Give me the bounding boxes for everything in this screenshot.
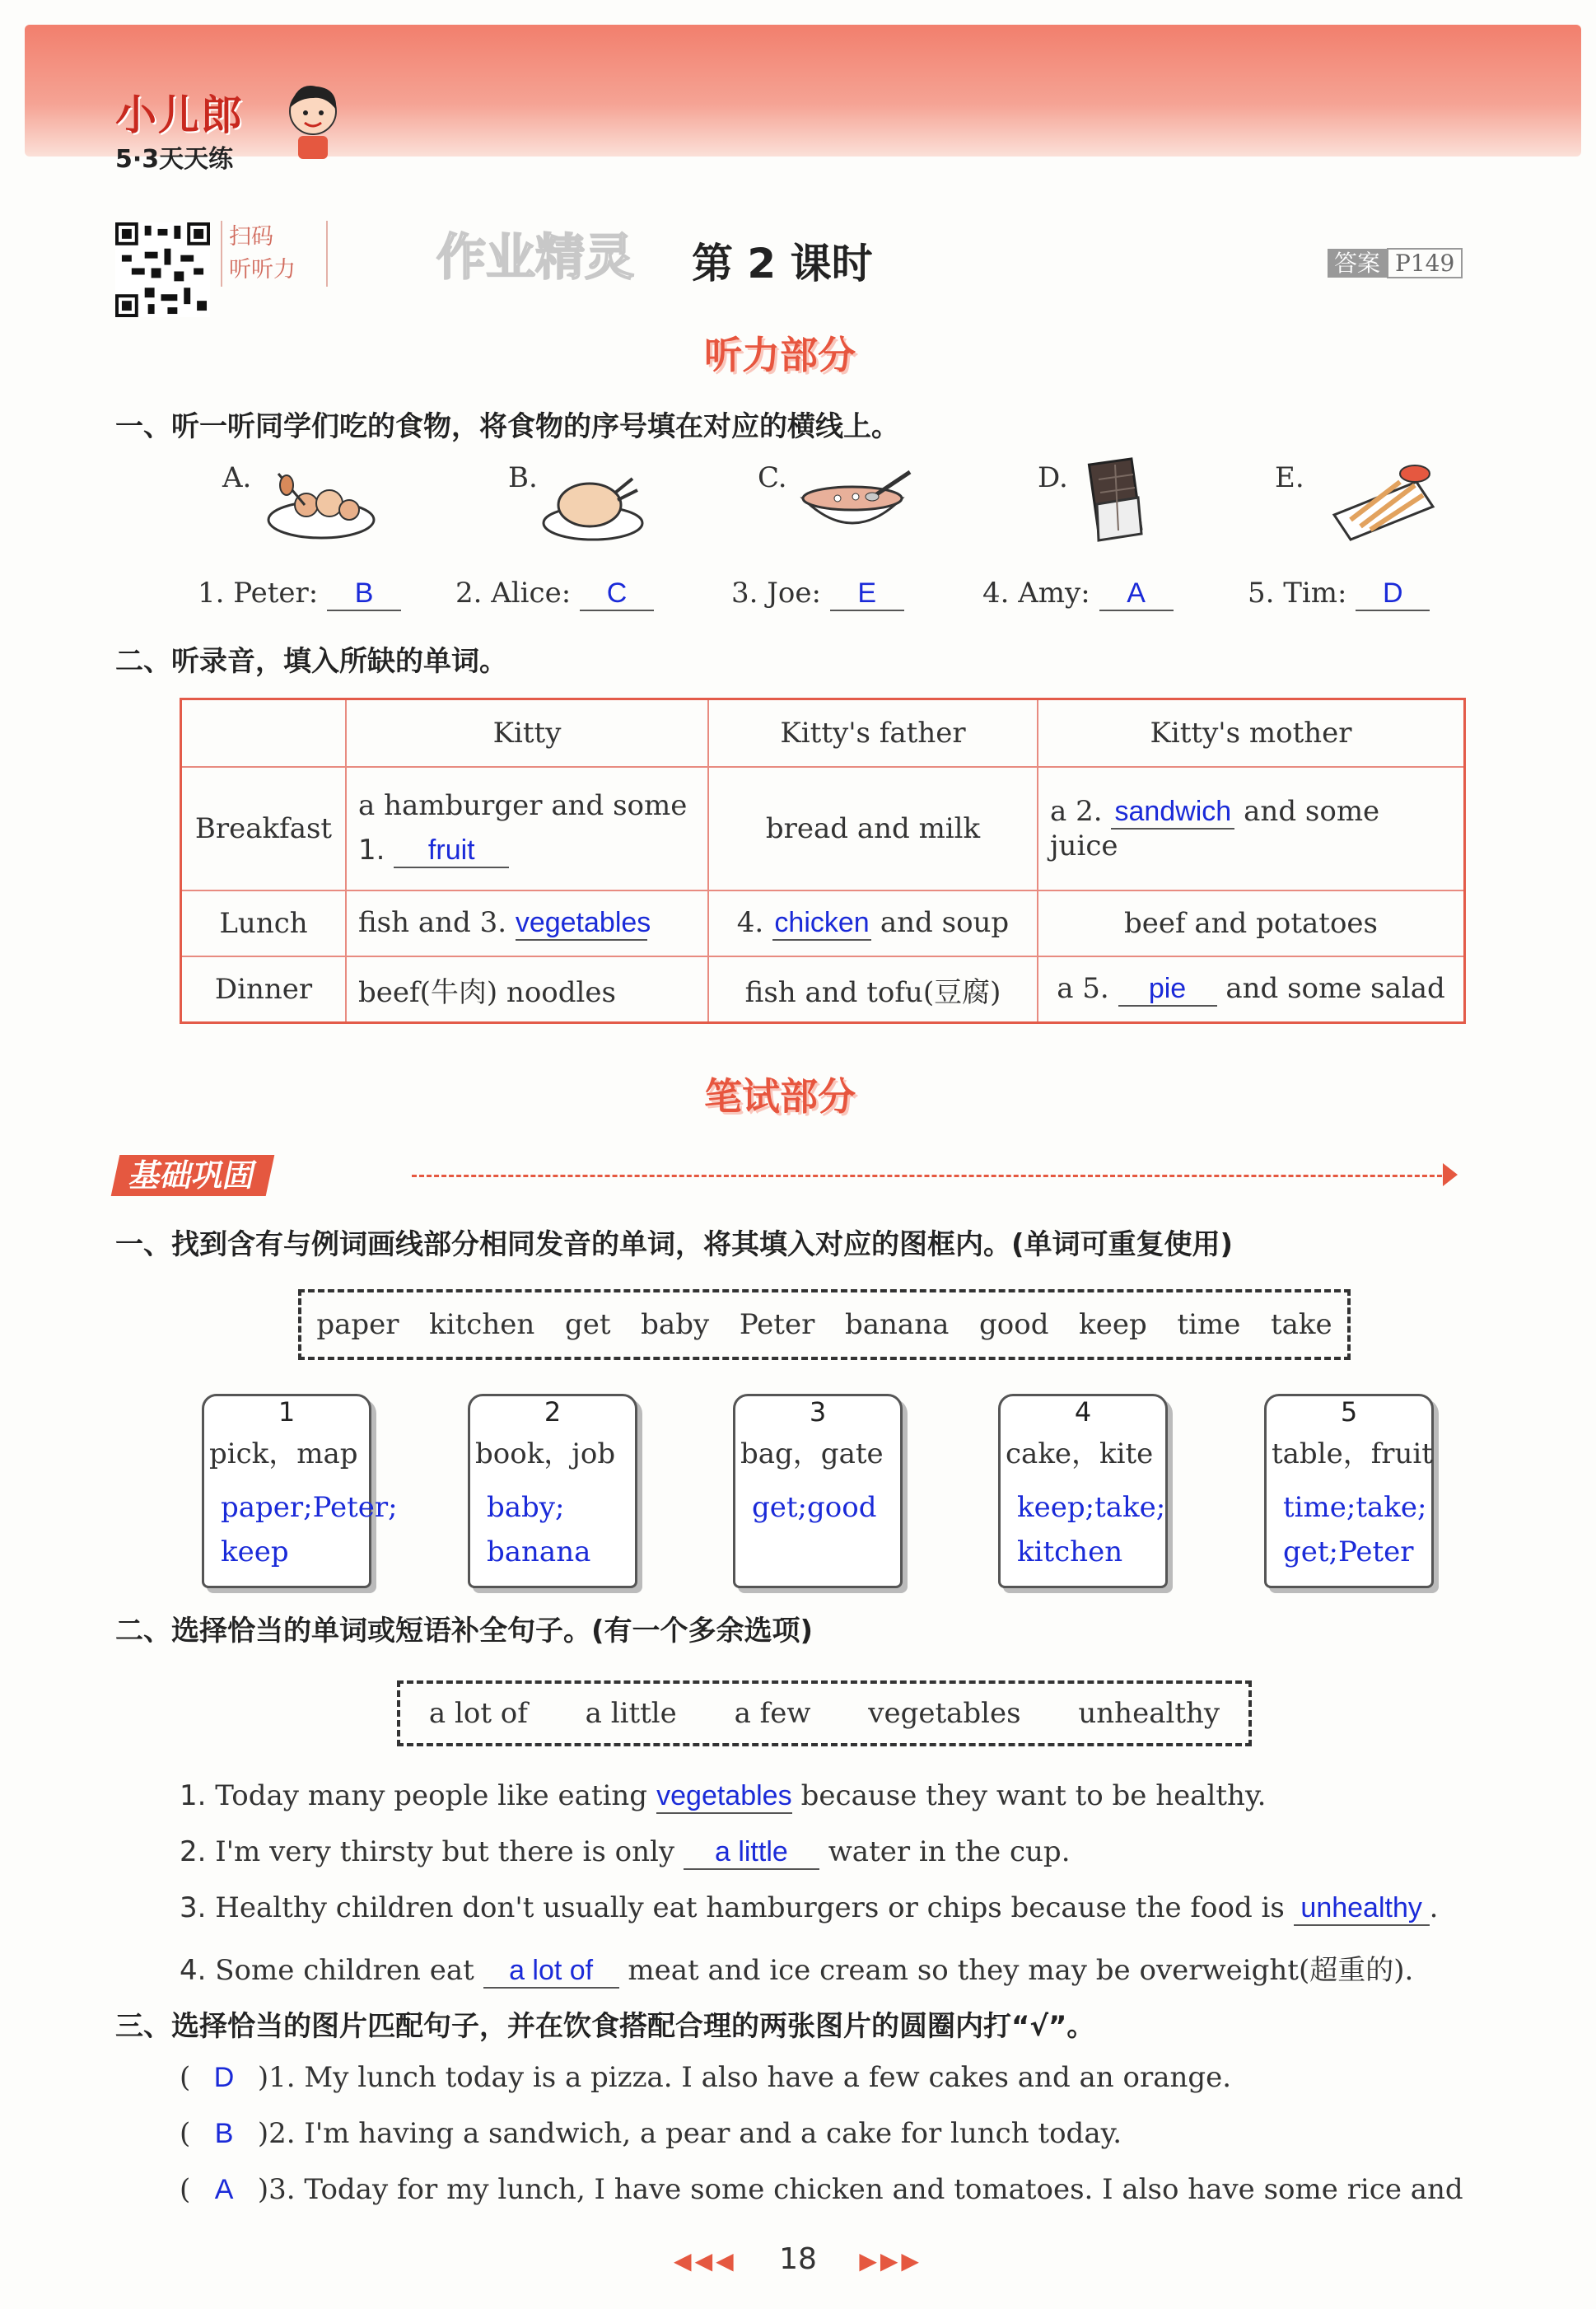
word-bank-item: good bbox=[979, 1308, 1049, 1341]
answer-page-ref bbox=[1328, 245, 1463, 278]
phonics-card-4[interactable] bbox=[998, 1394, 1168, 1588]
meals-table bbox=[180, 698, 1466, 1024]
q1-item-2-label: 2. Alice: bbox=[455, 577, 572, 610]
arrow-right-icon bbox=[1443, 1163, 1458, 1186]
blank-number: 1. bbox=[358, 834, 385, 867]
next-arrows-icon: ▶▶▶ bbox=[859, 2247, 922, 2274]
blank-suffix: and some salad bbox=[1225, 972, 1445, 1005]
lunch-kitty-blank[interactable] bbox=[515, 906, 651, 941]
lunch-kitty-cell bbox=[346, 890, 708, 956]
breakfast-mother-blank[interactable] bbox=[1111, 795, 1234, 830]
word-bank-item: Peter bbox=[739, 1308, 815, 1341]
q1-item-1-answer-blank[interactable] bbox=[327, 577, 401, 611]
breakfast-mother-cell bbox=[1038, 767, 1465, 890]
card-answer bbox=[1283, 1485, 1426, 1574]
sentence-text: meat and ice cream so they may be overweight(超重的). bbox=[628, 1954, 1414, 1987]
table-header-cell: Kitty bbox=[346, 699, 708, 768]
phrase-bank bbox=[397, 1680, 1252, 1746]
word-bank-item: take bbox=[1270, 1308, 1332, 1341]
blank-prefix: a 5. bbox=[1057, 972, 1109, 1005]
sentence-text: Today many people like eating bbox=[215, 1779, 648, 1812]
q3-item-2-answer: B bbox=[214, 2118, 234, 2149]
strip-divider bbox=[412, 1175, 1449, 1177]
sentence-text: Some children eat bbox=[215, 1954, 474, 1987]
written-q3-title: 三、选择恰当的图片匹配句子，并在饮食搭配合理的两张图片的圆圈内打“√”。 bbox=[115, 2010, 1095, 2043]
blank-prefix: fish and 3. bbox=[358, 906, 507, 939]
q2-sentence-1-blank[interactable] bbox=[656, 1779, 792, 1814]
card-example: bag，gate bbox=[740, 1437, 884, 1470]
card-answer-line: get;Peter bbox=[1283, 1535, 1414, 1568]
lunch-father-cell bbox=[708, 890, 1038, 956]
page-footer bbox=[0, 2242, 1596, 2276]
q2-sentence-2-answer: a little bbox=[714, 1836, 788, 1867]
q1-item-5-answer-blank[interactable] bbox=[1356, 577, 1430, 611]
word-bank-item: time bbox=[1177, 1308, 1241, 1341]
written-section-title: 笔试部分 bbox=[704, 1074, 856, 1119]
sentence-number: 4. bbox=[180, 1954, 207, 1987]
breakfast-mother-answer: sandwich bbox=[1114, 796, 1232, 827]
card-answer-line: kitchen bbox=[1017, 1535, 1123, 1568]
breakfast-father-cell: bread and milk bbox=[708, 767, 1038, 890]
q3-item-text: )3. Today for my lunch, I have some chicken and tomatoes. I also have some rice and bbox=[257, 2173, 1463, 2206]
q2-sentence-4 bbox=[180, 1947, 1413, 1989]
q3-item-text: )2. I'm having a sandwich, a pear and a cake for lunch today. bbox=[257, 2117, 1122, 2150]
phrase-bank-item: a lot of bbox=[428, 1697, 528, 1730]
word-bank bbox=[298, 1289, 1351, 1360]
blank-suffix: and some juice bbox=[1050, 795, 1380, 862]
q3-item-3-blank[interactable] bbox=[199, 2173, 249, 2206]
q1-item-5-label: 5. Tim: bbox=[1248, 577, 1347, 610]
q1-item-3 bbox=[731, 577, 904, 611]
q2-sentence-3-blank[interactable] bbox=[1294, 1891, 1430, 1926]
sentence-text: water in the cup. bbox=[828, 1835, 1071, 1868]
food-option-a-label: A. bbox=[222, 461, 252, 494]
lunch-father-blank[interactable] bbox=[772, 906, 871, 941]
listening-section-title: 听力部分 bbox=[704, 333, 856, 377]
lunch-mother-cell: beef and potatoes bbox=[1038, 890, 1465, 956]
q3-item-1: ( D )1. My lunch today is a pizza. I also have a few cakes and an orange. bbox=[180, 2061, 1232, 2094]
breakfast-kitty-blank[interactable] bbox=[394, 834, 509, 868]
dinner-mother-blank[interactable] bbox=[1118, 972, 1217, 1007]
table-header-cell: Kitty's father bbox=[708, 699, 1038, 768]
row-label: Dinner bbox=[181, 956, 347, 1023]
card-answer bbox=[752, 1485, 876, 1530]
card-example: pick，map bbox=[209, 1437, 358, 1470]
card-number: 2 bbox=[544, 1396, 562, 1428]
word-bank-item: keep bbox=[1079, 1308, 1147, 1341]
breakfast-kitty-text: a hamburger and some bbox=[358, 789, 688, 822]
q1-item-5 bbox=[1248, 577, 1430, 611]
soup-bowl-icon bbox=[786, 457, 918, 548]
brand-logo bbox=[115, 82, 244, 175]
table-row-lunch bbox=[181, 890, 1465, 956]
word-bank-item: get bbox=[564, 1308, 611, 1341]
card-answer bbox=[221, 1485, 398, 1574]
q2-sentence-1 bbox=[180, 1779, 1266, 1814]
phrase-bank-item: a little bbox=[585, 1697, 677, 1730]
q3-item-3: ( A )3. Today for my lunch, I have some chicken and tomatoes. I also have some rice and bbox=[180, 2173, 1463, 2206]
q1-item-4-answer-blank[interactable] bbox=[1099, 577, 1174, 611]
scan-to-listen-label bbox=[221, 221, 328, 287]
q2-sentence-4-blank[interactable] bbox=[483, 1954, 619, 1989]
page-number: 18 bbox=[779, 2242, 817, 2276]
phonics-card-5[interactable] bbox=[1264, 1394, 1434, 1588]
table-row-breakfast bbox=[181, 767, 1465, 890]
q3-item-1-blank[interactable] bbox=[199, 2061, 249, 2094]
q1-item-2-answer: C bbox=[606, 577, 628, 609]
listening-q1-title: 一、听一听同学们吃的食物，将食物的序号填在对应的横线上。 bbox=[115, 410, 899, 443]
sentence-text: . bbox=[1429, 1891, 1439, 1924]
phonics-card-3[interactable] bbox=[733, 1394, 903, 1588]
q2-sentence-1-answer: vegetables bbox=[656, 1780, 792, 1811]
row-label: Breakfast bbox=[181, 767, 347, 890]
card-answer-line: keep bbox=[221, 1535, 289, 1568]
sentence-text: I'm very thirsty but there is only bbox=[215, 1835, 675, 1868]
sentence-text: Healthy children don't usually eat hamburgers or chips because the food is bbox=[215, 1891, 1285, 1924]
q1-item-3-answer: E bbox=[857, 577, 877, 609]
written-q1-title: 一、找到含有与例词画线部分相同发音的单词，将其填入对应的图框内。(单词可重复使用) bbox=[115, 1228, 1234, 1261]
phrase-bank-item: vegetables bbox=[868, 1697, 1021, 1730]
word-bank-item: banana bbox=[845, 1308, 950, 1341]
phrase-bank-item: unhealthy bbox=[1078, 1697, 1220, 1730]
written-q2-title: 二、选择恰当的单词或短语补全句子。(有一个多余选项) bbox=[115, 1615, 814, 1648]
word-bank-item: kitchen bbox=[429, 1308, 535, 1341]
q2-sentence-2 bbox=[180, 1835, 1071, 1870]
card-number: 4 bbox=[1074, 1396, 1092, 1428]
blank-number: 4. bbox=[736, 906, 764, 939]
lunch-kitty-answer: vegetables bbox=[515, 907, 651, 938]
qr-code-icon[interactable] bbox=[115, 222, 210, 317]
header-band bbox=[25, 25, 1581, 157]
sentence-number: 2. bbox=[180, 1835, 207, 1868]
dinner-mother-cell bbox=[1038, 956, 1465, 1023]
q2-sentence-4-answer: a lot of bbox=[509, 1955, 594, 1986]
q1-item-1-label: 1. Peter: bbox=[198, 577, 319, 610]
q1-item-2 bbox=[455, 577, 654, 611]
lesson-title: 第 2 课时 bbox=[692, 240, 873, 287]
q2-sentence-2-blank[interactable] bbox=[684, 1835, 819, 1870]
q3-item-1-answer: D bbox=[213, 2062, 235, 2093]
q3-item-2-blank[interactable] bbox=[199, 2117, 249, 2150]
table-header-row bbox=[181, 699, 1465, 768]
answer-tag: 答案 bbox=[1328, 249, 1387, 278]
q3-item-3-answer: A bbox=[214, 2174, 234, 2205]
card-number: 3 bbox=[809, 1396, 827, 1428]
q2-sentence-3 bbox=[180, 1891, 1438, 1926]
scan-text-2: 听听力 bbox=[229, 257, 296, 283]
q1-item-4-answer: A bbox=[1127, 577, 1146, 609]
q1-item-2-answer-blank[interactable] bbox=[580, 577, 654, 611]
q1-item-1-answer: B bbox=[354, 577, 374, 609]
dinner-father-cell: fish and tofu(豆腐) bbox=[708, 956, 1038, 1023]
card-example: book，job bbox=[475, 1437, 616, 1470]
chocolate-bar-icon bbox=[1079, 455, 1153, 545]
basics-strip bbox=[115, 1155, 1458, 1196]
card-answer-line: paper;Peter; bbox=[221, 1491, 398, 1524]
q3-item-text: )1. My lunch today is a pizza. I also have a few cakes and an orange. bbox=[257, 2061, 1232, 2094]
barbecue-platter-icon bbox=[257, 457, 380, 548]
sentence-number: 1. bbox=[180, 1779, 207, 1812]
food-option-d-label: D. bbox=[1038, 461, 1068, 494]
card-answer-line: time;take; bbox=[1283, 1491, 1427, 1524]
card-answer-line: baby; bbox=[487, 1491, 565, 1524]
q1-item-3-answer-blank[interactable] bbox=[830, 577, 904, 611]
q2-sentence-3-answer: unhealthy bbox=[1300, 1892, 1422, 1923]
table-header-cell bbox=[181, 699, 347, 768]
table-header-cell: Kitty's mother bbox=[1038, 699, 1465, 768]
card-number: 5 bbox=[1340, 1396, 1358, 1428]
q1-item-5-answer: D bbox=[1383, 577, 1403, 609]
card-example: table，fruit bbox=[1272, 1437, 1433, 1470]
q1-item-1 bbox=[198, 577, 401, 611]
row-label: Lunch bbox=[181, 890, 347, 956]
prev-arrows-icon: ◀◀◀ bbox=[674, 2247, 737, 2274]
q3-item-2: ( B )2. I'm having a sandwich, a pear and a cake for lunch today. bbox=[180, 2117, 1122, 2150]
fries-platter-icon bbox=[1318, 457, 1441, 548]
breakfast-kitty-cell bbox=[346, 767, 708, 890]
card-answer bbox=[1017, 1485, 1165, 1574]
watermark: 作业精灵 bbox=[436, 229, 634, 287]
card-example: cake，kite bbox=[1006, 1437, 1154, 1470]
sentence-number: 3. bbox=[180, 1891, 207, 1924]
word-bank-item: baby bbox=[641, 1308, 710, 1341]
food-option-c-label: C. bbox=[758, 461, 787, 494]
card-answer-line: get;good bbox=[752, 1491, 877, 1524]
q1-item-3-label: 3. Joe: bbox=[731, 577, 821, 610]
roast-chicken-icon bbox=[535, 457, 651, 548]
lunch-father-answer: chicken bbox=[774, 907, 870, 938]
phonics-card-1[interactable] bbox=[202, 1394, 398, 1588]
answer-page: P149 bbox=[1387, 248, 1463, 278]
blank-prefix: a 2. bbox=[1050, 795, 1103, 828]
table-row-dinner bbox=[181, 956, 1465, 1023]
brand-subtitle: 5·3天天练 bbox=[115, 145, 234, 174]
sentence-text: because they want to be healthy. bbox=[800, 1779, 1267, 1812]
listening-q2-title: 二、听录音，填入所缺的单词。 bbox=[115, 645, 507, 678]
mascot-icon bbox=[280, 78, 346, 161]
phonics-card-2[interactable] bbox=[468, 1394, 637, 1588]
scan-text-1: 扫码 bbox=[229, 224, 273, 250]
q1-item-4-label: 4. Amy: bbox=[982, 577, 1090, 610]
word-bank-item: paper bbox=[316, 1308, 399, 1341]
dinner-mother-answer: pie bbox=[1148, 973, 1187, 1004]
basics-strip-label: 基础巩固 bbox=[111, 1155, 275, 1196]
food-option-b-label: B. bbox=[508, 461, 538, 494]
brand-title: 小儿郎 bbox=[115, 91, 244, 139]
breakfast-kitty-answer: fruit bbox=[427, 834, 475, 866]
card-answer-line: banana bbox=[487, 1535, 591, 1568]
blank-suffix: and soup bbox=[880, 906, 1010, 939]
dinner-kitty-cell: beef(牛肉) noodles bbox=[346, 956, 708, 1023]
q1-item-4 bbox=[982, 577, 1174, 611]
food-option-e-label: E. bbox=[1275, 461, 1304, 494]
phrase-bank-item: a few bbox=[734, 1697, 811, 1730]
card-answer bbox=[487, 1485, 590, 1574]
card-number: 1 bbox=[278, 1396, 296, 1428]
card-answer-line: keep;take; bbox=[1017, 1491, 1166, 1524]
